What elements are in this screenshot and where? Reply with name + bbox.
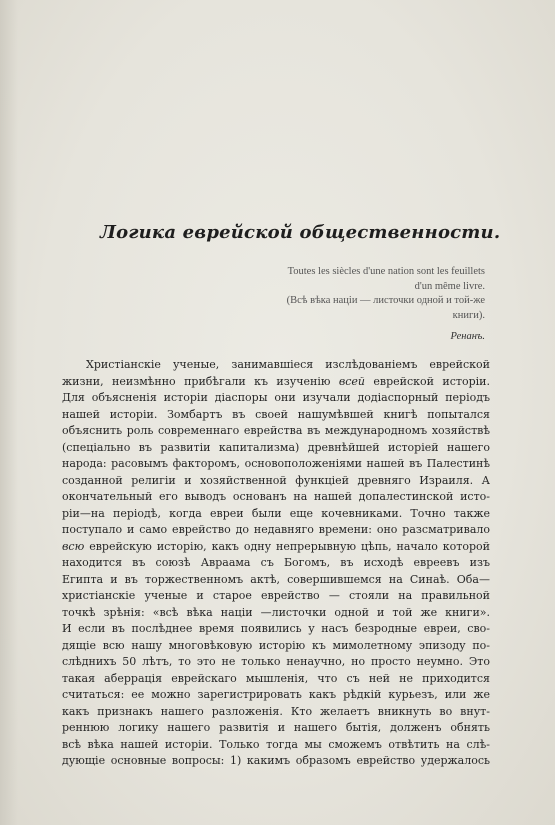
text-line: дующіе основные вопросы: 1) какимъ образомъ еврейство удержалось [62,754,490,767]
text-line: ріи—на періодѣ, когда евреи были еще кочевниками. Точно также [62,506,490,520]
epigraph-line: книги). [452,309,485,321]
text-line: окончательный его выводъ основанъ на нашей допалестинской исто- [62,490,490,503]
text-line: Для объясненія исторіи діаспоры они изучали додіаспорный періодъ [62,391,490,404]
body-paragraph [62,357,490,770]
text-line: Христіанскіе ученые, занимавшіеся изслѣдованіемъ еврейской [86,358,490,371]
text-line: христіанскіе ученые и старое еврейство — стояли на правильной [62,589,490,602]
text-line: считаться: ее можно зарегистрировать какъ рѣдкій курьезъ, или же [62,688,490,701]
text-line: И если въ послѣднее время появились у насъ безродные евреи, сво- [62,622,490,635]
text-line: находится въ союзѣ Авраама съ Богомъ, въ исходѣ евреевъ изъ [62,556,490,569]
text-line: какъ признакъ нашего разложенія. Кто желаетъ вникнуть во внут- [62,704,490,718]
epigraph-author: Ренанъ. [450,331,485,342]
epigraph [250,265,485,345]
text-line: реннюю логику нашего развитія и нашего бытія, долженъ обнять [62,721,490,734]
text-line: всю еврейскую исторію, какъ одну непрерывную цѣпь, начало которой [62,539,490,553]
text-line: объяснить роль современнаго еврейства въ международномъ хозяйствѣ [62,424,490,437]
epigraph-line: (Всѣ вѣка націи — листочки одной и той-же [286,295,485,306]
text-line: жизни, неизмѣнно прибѣгали къ изученію всей еврейской исторіи. [62,374,490,388]
text-line: всѣ вѣка нашей исторіи. Только тогда мы сможемъ отвѣтить на слѣ- [62,737,490,751]
emphasis: всю [62,539,85,553]
text-line: (спеціально въ развитіи капитализма) древнѣйшей исторіей нашего [62,440,490,454]
text-line: слѣднихъ 50 лѣтъ, то это не только ненаучно, но просто неумно. Это [62,655,490,668]
text-line: созданной религіи и хозяйственной функціей древняго Израиля. А [62,473,490,487]
epigraph-line: d'un même livre. [414,280,485,292]
chapter-title: Логика еврейской общественности. [100,222,501,243]
epigraph-line: Toutes les siècles d'une nation sont les feuillets [287,266,485,277]
text-line: такая аберрація еврейскаго мышленія, что съ ней не приходится [62,671,490,685]
text-line: дящіе всю нашу многовѣковую исторію къ мимолетному эпизоду по- [62,638,490,652]
text-line: поступало и само еврейство до недавняго времени: оно разсматривало [62,523,490,536]
emphasis: всей [338,374,365,388]
text-line: точкѣ зрѣнія: «всѣ вѣка націи —листочки одной и той же книги». [62,605,490,619]
text-line: Египта и въ торжественномъ актѣ, совершившемся на Синаѣ. Оба— [62,572,490,586]
text-line: нашей исторіи. Зомбартъ въ своей нашумѣвшей книгѣ попытался [62,407,490,421]
text-line: народа: расовымъ факторомъ, основоположеніями нашей въ Палестинѣ [62,457,490,470]
page-edge-shadow [0,0,18,825]
